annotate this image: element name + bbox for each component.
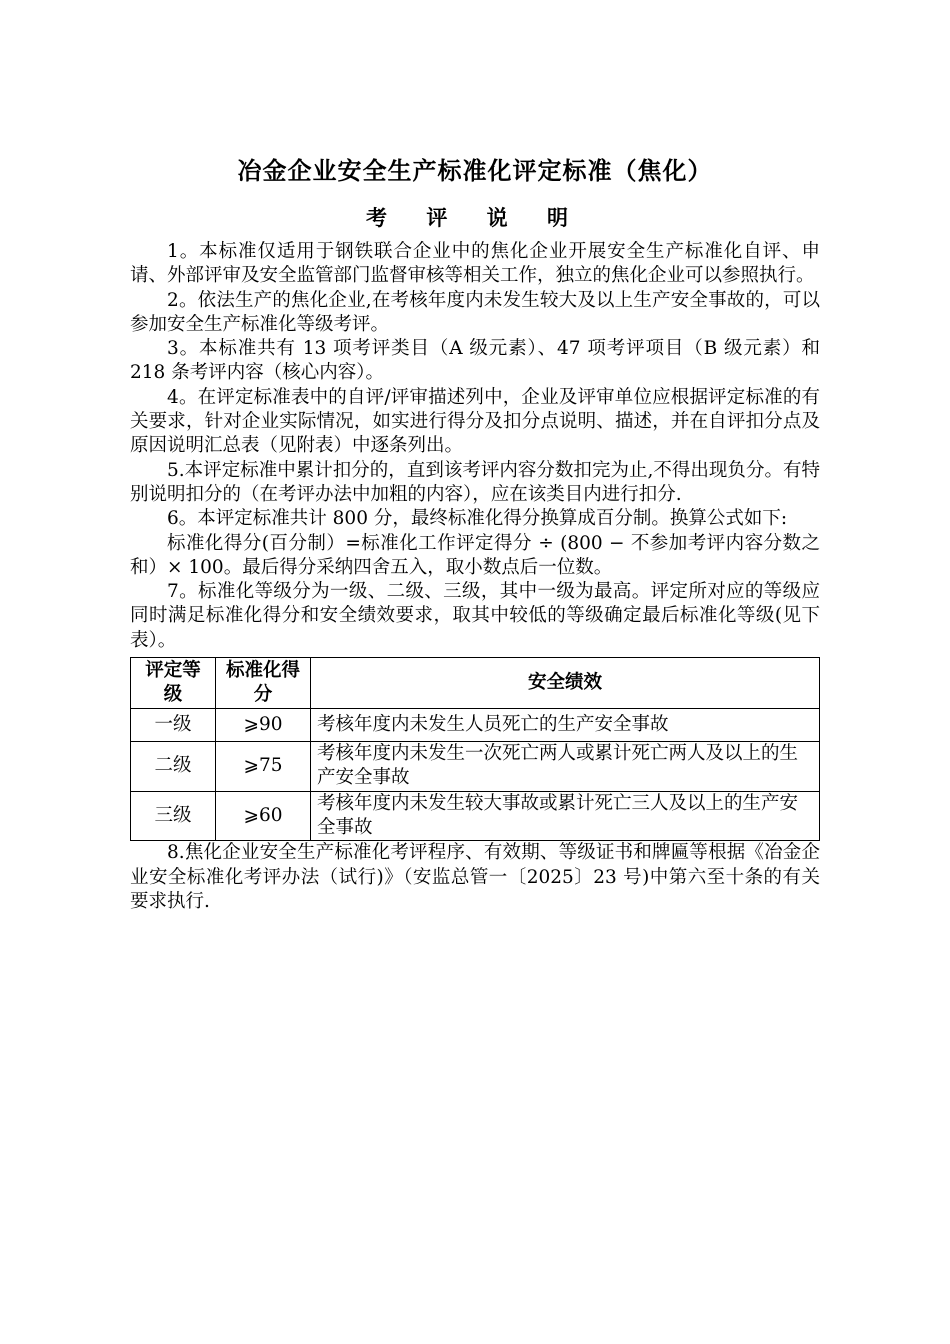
header-performance: 安全绩效 (311, 658, 820, 709)
cell-score: ⩾90 (216, 709, 311, 742)
grade-table (130, 657, 820, 841)
cell-performance: 考核年度内未发生人员死亡的生产安全事故 (311, 709, 820, 742)
paragraph-2: 2。依法生产的焦化企业,在考核年度内未发生较大及以上生产安全事故的，可以参加安全生产标准化等级考评。 (130, 289, 820, 335)
paragraph-1: 1。本标准仅适用于钢铁联合企业中的焦化企业开展安全生产标准化自评、申请、外部评审及安全监管部门监督审核等相关工作，独立的焦化企业可以参照执行。 (130, 241, 820, 287)
cell-score: ⩾75 (216, 742, 311, 792)
cell-grade: 三级 (131, 791, 216, 841)
paragraph-4: 4。在评定标准表中的自评/评审描述列中，企业及评审单位应根据评定标准的有关要求，针对企业实际情况，如实进行得分及扣分点说明、描述，并在自评扣分点及原因说明汇总表（见附表）中逐条列出。 (130, 386, 820, 457)
cell-score: ⩾60 (216, 791, 311, 841)
table-row (131, 791, 820, 841)
table-row (131, 742, 820, 792)
document-body (130, 240, 820, 914)
paragraph-7: 7。标准化等级分为一级、二级、三级，其中一级为最高。评定所对应的等级应同时满足标准化得分和安全绩效要求，取其中较低的等级确定最后标准化等级(见下表）。 (130, 581, 820, 651)
formula-paragraph: 标准化得分(百分制）=标准化工作评定得分 ÷ (800 − 不参加考评内容分数之和）× 100。最后得分采纳四舍五入，取小数点后一位数。 (130, 532, 820, 578)
paragraph-6: 6。本评定标准共计 800 分，最终标准化得分换算成百分制。换算公式如下: (167, 508, 788, 530)
cell-grade: 一级 (131, 709, 216, 742)
cell-performance: 考核年度内未发生一次死亡两人或累计死亡两人及以上的生产安全事故 (311, 742, 820, 792)
paragraph-5: 5.本评定标准中累计扣分的，直到该考评内容分数扣完为止,不得出现负分。有特别说明扣分的（在考评办法中加粗的内容），应在该类目内进行扣分. (130, 459, 820, 505)
cell-performance: 考核年度内未发生较大事故或累计死亡三人及以上的生产安全事故 (311, 791, 820, 841)
cell-grade: 二级 (131, 742, 216, 792)
section-heading: 考 评 说 明 (366, 206, 584, 230)
header-score: 标准化得分 (216, 658, 311, 709)
table-row (131, 709, 820, 742)
paragraph-8: 8.焦化企业安全生产标准化考评程序、有效期、等级证书和牌匾等根据《冶金企业安全标准化考评办法（试行)》（安监总管一〔2025〕23 号)中第六至十条的有关要求执行. (130, 842, 820, 912)
paragraph-3: 3。本标准共有 13 项考评类目（A 级元素）、47 项考评项目（B 级元素）和 218 条考评内容（核心内容）。 (130, 338, 820, 384)
table-header-row (131, 658, 820, 709)
header-grade: 评定等级 (131, 658, 216, 709)
document-title: 冶金企业安全生产标准化评定标准（焦化） (237, 157, 713, 185)
